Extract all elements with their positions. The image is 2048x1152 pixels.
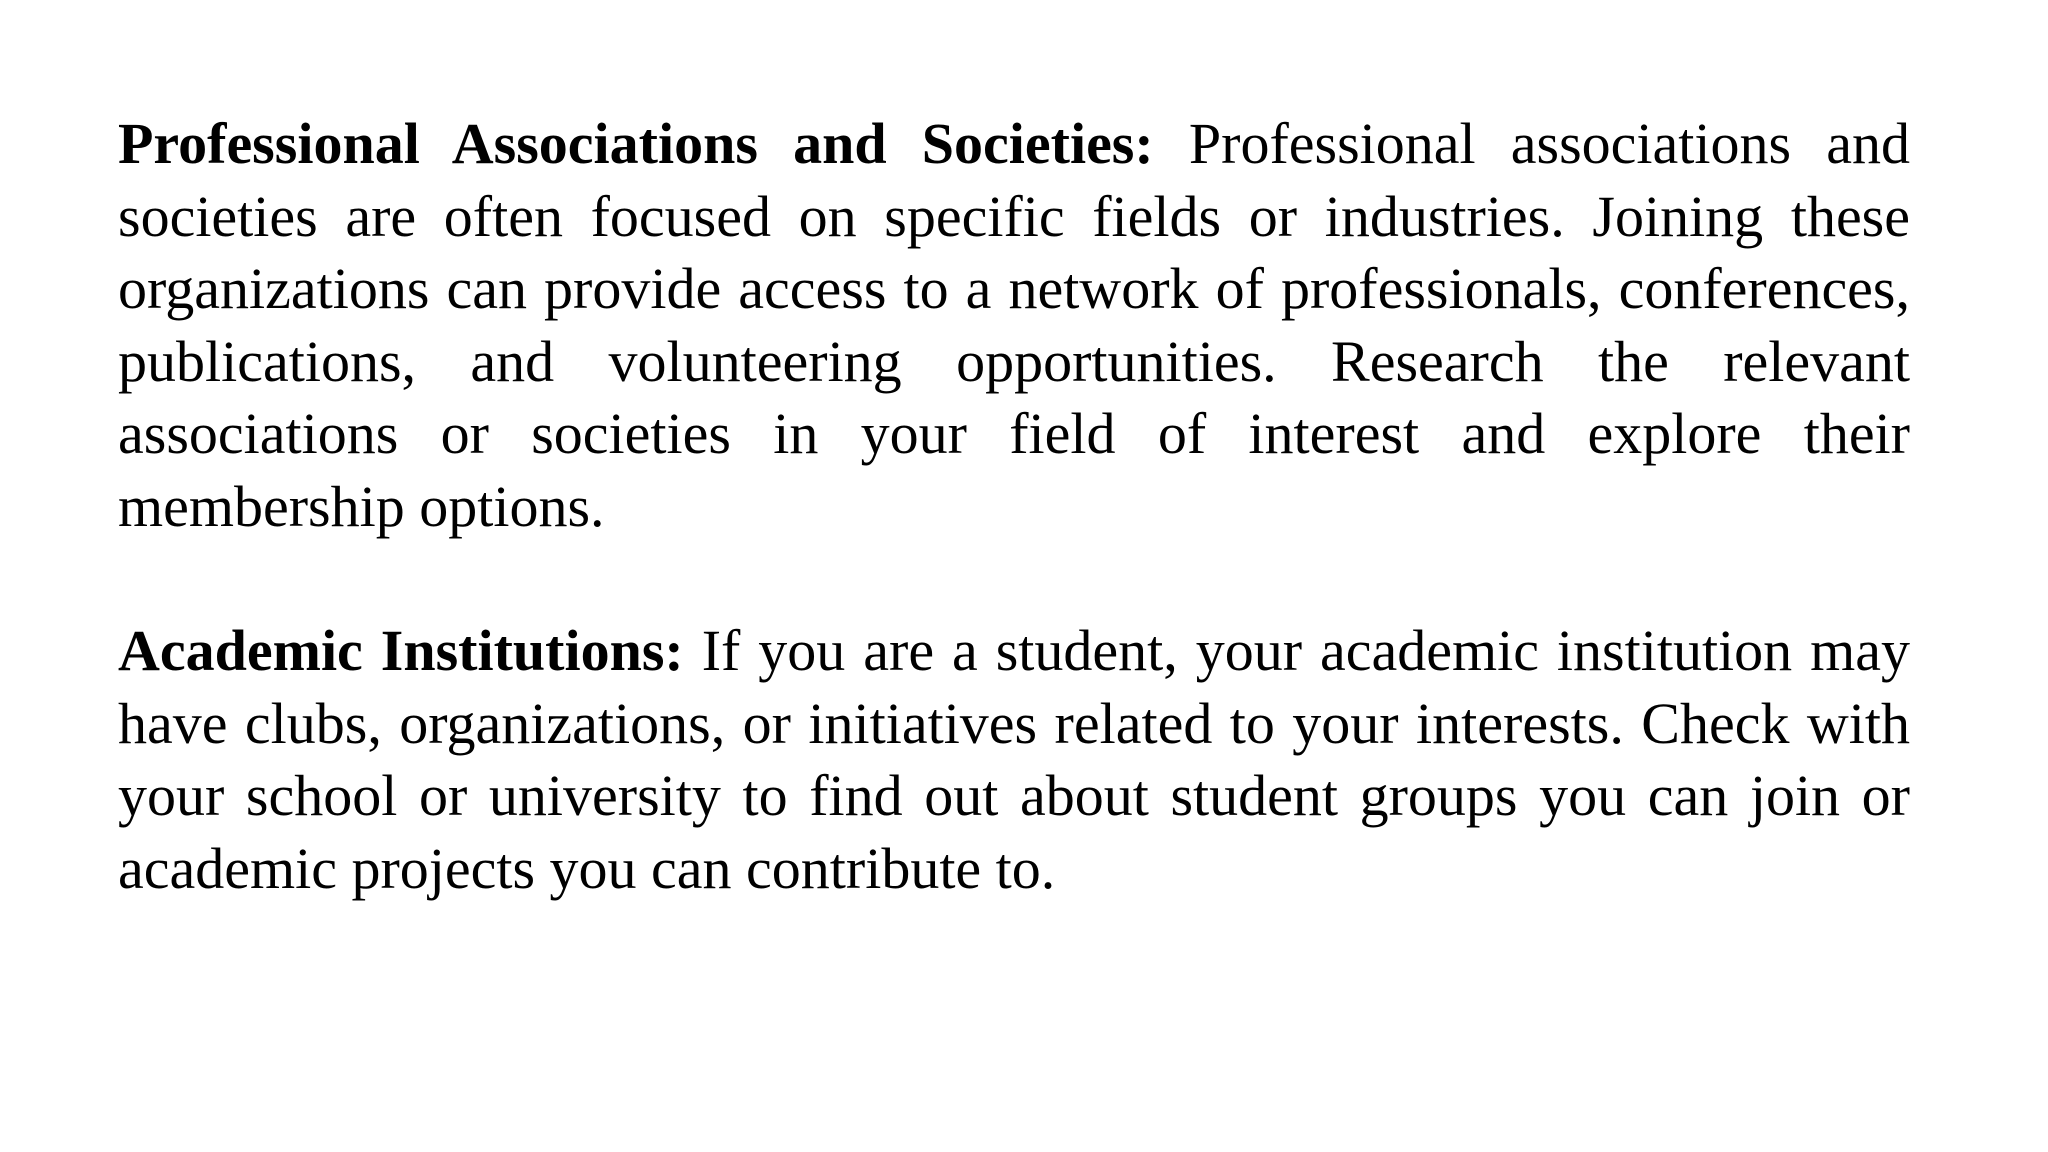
paragraph-text: Professional associations and societies are often focused on specific fields or industries. Joining these organizations can provide access to a network of professionals, conferences, publications, and volunteering opportunities. Research the relevant associations or societies in your field of interest and explore their membership options.	[118, 111, 1910, 539]
document-body	[118, 108, 1910, 977]
paragraph-academic-institutions	[118, 615, 1910, 905]
paragraph-term: Professional Associations and Societies:	[118, 111, 1154, 176]
paragraph-term: Academic Institutions:	[118, 618, 684, 683]
paragraph-text: If you are a student, your academic institution may have clubs, organizations, or initiatives related to your interests. Check with your school or university to find out about student groups you can join or academic projects you can contribute to.	[118, 618, 1910, 901]
paragraph-professional-associations	[118, 108, 1910, 543]
